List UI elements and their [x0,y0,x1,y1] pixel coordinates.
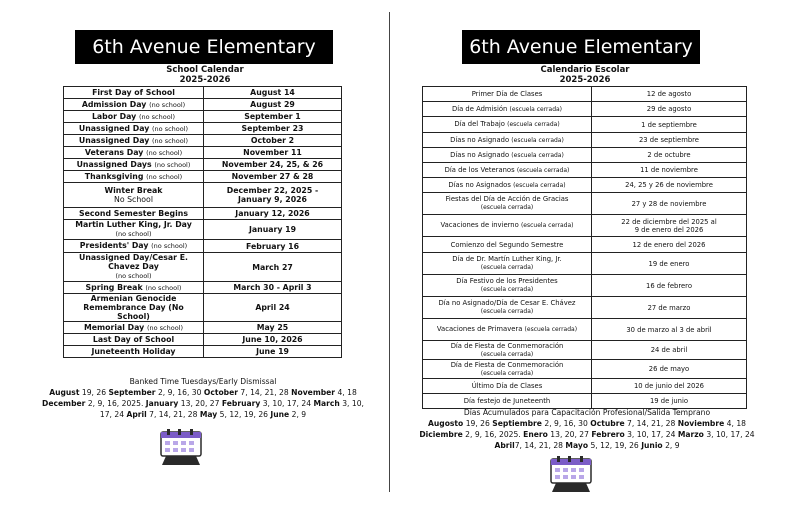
event-note: (no school) [146,148,183,157]
banked-time-english [38,376,368,420]
event-name: Día de Admisión [451,104,508,113]
event-cell [423,297,592,319]
event-cell [423,102,592,117]
event-name: Día no Asignado/Día de Cesar E. Chávez [438,299,576,307]
date-cell [592,148,747,163]
event-cell [423,379,592,394]
event-cell [64,183,204,208]
calendar-row [64,346,342,358]
calendar-row [64,135,342,147]
event-name: Día de Dr. Martín Luther King, Jr. [452,255,562,263]
event-date: October 2 [250,136,295,145]
event-note: (escuela cerrada) [480,369,534,377]
calendar-row [64,253,342,282]
event-cell [423,178,592,193]
date-cell [204,334,342,346]
event-cell [64,99,204,111]
event-date: 27 de marzo [647,303,691,312]
event-date: June 19 [256,347,289,356]
calendar-title-english: School Calendar [166,65,244,75]
event-note: (escuela cerrada) [511,136,564,144]
event-cell [64,135,204,147]
event-note: (escuela cerrada) [524,326,578,333]
event-date: 1 de septiembre [641,120,697,129]
event-date: 26 de mayo [648,365,690,373]
event-name: Second Semester Begins [79,209,188,218]
event-date: June 10, 2026 [242,335,303,344]
calendar-icon [158,428,204,466]
event-cell [423,133,592,148]
calendar-row [423,193,747,215]
date-cell [592,215,747,237]
event-note: (escuela cerrada) [480,264,534,271]
calendar-row [423,163,747,178]
calendar-table-english [63,86,342,358]
banked-month: August [49,388,80,397]
event-name: Vacaciones de Primavera [436,325,523,333]
event-note: (no school) [115,230,152,238]
banked-days: 4, 18 [724,419,747,428]
banked-month: November [291,388,336,397]
event-note: (no school) [146,172,183,181]
calendar-row [64,208,342,220]
event-cell [423,237,592,253]
banked-month: January [145,399,179,408]
event-name: Fiestas del Día de Acción de Gracias [445,195,569,203]
event-date: April 24 [255,303,290,312]
event-date: March 27 [252,262,293,272]
event-cell [423,360,592,379]
banked-month: Diciembre [419,430,463,439]
calendar-row [423,275,747,297]
event-note: (no school) [151,242,188,250]
date-cell [592,297,747,319]
calendar-row [64,111,342,123]
date-cell [592,237,747,253]
event-date: May 25 [256,323,289,332]
calendar-row [423,297,747,319]
event-note: (escuela cerrada) [480,350,534,358]
banked-days: 7, 14, 21, 28 [624,419,678,428]
calendar-row [423,102,747,117]
calendar-row [423,253,747,275]
date-cell [204,240,342,253]
event-date: 12 de enero del 2026 [632,240,706,249]
date-cell [204,282,342,294]
banked-month: Mayo [565,441,589,450]
event-date: 29 de agosto [646,105,692,113]
calendar-row [64,240,342,253]
event-cell [423,148,592,163]
banked-month: Abril [494,441,515,450]
event-name: Armenian Genocide Remembrance Day (No School) [83,294,184,321]
banked-month: Junio [641,441,663,450]
calendar-row [64,147,342,159]
date-cell [204,87,342,99]
event-cell [64,334,204,346]
calendar-row [423,379,747,394]
date-cell [204,183,342,208]
event-date: 24 de abril [650,346,688,354]
banked-days: 5, 12, 19, 26 [588,441,642,450]
event-name: Último Día de Clases [471,382,543,390]
calendar-row [423,237,747,253]
event-name: Memorial Day [83,322,145,332]
event-name: Presidents' Day [79,241,149,250]
event-name: Labor Day [91,111,137,121]
calendar-row [423,341,747,360]
date-cell [204,99,342,111]
event-date: 2 de octubre [647,151,691,159]
calendar-row [64,123,342,135]
event-name: Veterans Day [84,147,144,157]
date-cell [204,220,342,240]
banked-month: December [42,399,86,408]
date-cell [592,163,747,178]
event-cell [423,215,592,237]
event-name: Día de Fiesta de Conmemoración [450,360,564,369]
date-cell [204,346,342,358]
calendar-heading-english [60,65,350,85]
date-cell [592,275,747,297]
event-date: December 22, 2025 - [226,186,319,195]
calendar-row [423,148,747,163]
event-date-continued: January 9, 2026 [238,195,307,204]
date-cell [592,379,747,394]
banked-days: 3, 10, 17, 24 [624,430,678,439]
event-note: (escuela cerrada) [513,181,566,189]
banked-days: 2, 9, 16, 2025. [85,399,146,408]
event-name: Día de los Veteranos [444,165,515,174]
date-cell [204,123,342,135]
calendar-row [64,159,342,171]
event-cell [423,193,592,215]
banked-dates-spanish [410,418,764,451]
event-date: 19 de enero [648,259,690,268]
event-note: (no school) [154,160,191,169]
banked-days: 7, 14, 21, 28 [146,410,200,419]
date-cell [204,253,342,282]
event-cell [64,208,204,220]
event-name: Winter Break [104,186,163,195]
calendar-row [423,117,747,133]
event-date: 11 de noviembre [640,166,698,174]
event-date: 23 de septiembre [638,136,699,144]
banked-days: 2, 9, 16, 2025. [462,430,524,439]
date-cell [592,178,747,193]
banked-month: Noviembre [677,419,725,428]
calendar-heading-spanish [420,65,750,85]
event-note: (escuela cerrada) [480,308,534,315]
event-date: January 12, 2026 [235,209,310,218]
calendar-row [64,322,342,334]
event-date: 12 de agosto [646,90,692,98]
calendar-row [423,133,747,148]
date-cell [204,171,342,183]
event-date: September 23 [241,124,304,133]
event-name: Día de Fiesta de Conmemoración [450,341,564,350]
event-note: (escuela cerrada) [509,105,563,113]
event-note: (escuela cerrada) [507,121,560,128]
event-name: Admission Day [81,99,147,109]
date-cell [204,135,342,147]
banked-days: 13, 20, 27 [547,430,592,439]
banked-month: Marzo [677,430,704,439]
banked-month: March [313,399,340,408]
event-date: February 16 [245,241,300,251]
banked-month: October [203,388,238,397]
calendar-title-spanish: Calendario Escolar [540,65,630,75]
banked-days: 19, 26 [463,419,493,428]
event-note: (no school) [146,323,184,332]
event-note: (escuela cerrada) [480,204,534,211]
event-cell [64,123,204,135]
event-date: 30 de marzo al 3 de abril [626,325,712,334]
banked-month: September [108,388,156,397]
event-date: 27 y 28 de noviembre [631,199,707,208]
date-cell [204,294,342,322]
event-cell [423,117,592,133]
event-note: (escuela cerrada) [520,222,574,229]
banked-month: Febrero [591,430,625,439]
date-cell [204,147,342,159]
event-name: Vacaciones de invierno [440,221,519,229]
banked-month: June [270,410,290,419]
event-note: (escuela cerrada) [480,286,534,293]
date-cell [204,322,342,334]
banked-days: 19, 26 [79,388,109,397]
event-name: Días no Asignado [450,135,510,144]
event-name: Last Day of School [92,335,175,344]
event-cell [64,147,204,159]
event-cell [423,275,592,297]
event-date: August 14 [250,88,295,97]
banked-days: 2, 9, 16, 30 [155,388,204,397]
banked-dates-english [38,387,368,420]
event-name: Unassigned Days [76,159,152,169]
event-cell [64,294,204,322]
banked-days: 2, 9 [662,441,680,450]
banked-title-english: Banked Time Tuesdays/Early Dismissal [129,377,277,386]
calendar-row [64,282,342,294]
event-note: (escuela cerrada) [516,166,570,174]
banked-days: 2, 9, 16, 30 [541,419,591,428]
event-date-continued: 9 de enero del 2026 [634,225,704,234]
event-name: Comienzo del Segundo Semestre [450,240,564,249]
event-cell [423,163,592,178]
event-date: September 1 [244,112,301,121]
event-name: Unassigned Day [78,123,150,133]
banked-time-spanish [410,407,764,451]
date-cell [592,360,747,379]
date-cell [592,117,747,133]
date-cell [592,319,747,341]
date-cell [592,87,747,102]
event-note: (no school) [138,112,176,121]
calendar-row [64,171,342,183]
calendar-row [64,183,342,208]
event-cell [64,346,204,358]
event-date: 19 de junio [649,397,689,405]
banked-days: 7, 14, 21, 28 [238,388,292,397]
calendar-row [64,99,342,111]
calendar-row [64,334,342,346]
date-cell [204,159,342,171]
banked-month: May [199,410,218,419]
event-note: (no school) [152,124,189,133]
banked-days: 13, 20, 27 [178,399,222,408]
event-cell [64,111,204,123]
event-name: First Day of School [92,88,175,97]
calendar-row [64,87,342,99]
banked-days: 3, 10, 17, 24 [99,399,364,419]
event-name: Thanksgiving [84,171,144,181]
banked-month: Enero [523,430,548,439]
calendar-row [423,178,747,193]
event-date: November 24, 25, & 26 [221,160,324,169]
banked-days: 4, 18 [335,388,357,397]
event-date: November 11 [243,148,302,157]
event-date: August 29 [250,100,295,109]
date-cell [592,253,747,275]
banked-month: Augosto [427,419,464,428]
calendar-year-english: 2025-2026 [179,75,231,85]
date-cell [204,208,342,220]
event-date: January 19 [248,225,297,234]
event-cell [423,87,592,102]
calendar-row [423,319,747,341]
event-date: 24, 25 y 26 de noviembre [625,181,713,189]
banked-days: 3, 10, 17, 24 [260,399,314,408]
event-date: 16 de febrero [646,281,692,290]
event-subline: No School [114,195,153,204]
event-date: November 27 & 28 [231,172,314,181]
event-note: (no school) [145,283,182,292]
banked-days: 7, 14, 21, 28 [514,441,566,450]
banked-days: 5, 12, 19, 26 [217,410,271,419]
event-name: Unassigned Day/Cesar E. Chavez Day [79,253,188,271]
date-cell [592,341,747,360]
event-name: Días no Asignado [450,150,510,159]
calendar-row [64,294,342,322]
event-cell [64,282,204,294]
calendar-table-spanish [422,86,747,409]
event-cell [64,159,204,171]
event-name: Día Festivo de los Presidentes [456,277,558,285]
event-name: Martin Luther King, Jr. Day [75,220,192,229]
event-date: March 30 - April 3 [233,283,312,292]
event-note: (no school) [152,136,189,145]
event-name: Día festejo de Juneteenth [463,397,551,405]
event-cell [423,319,592,341]
event-date: 22 de diciembre del 2025 al [621,217,717,226]
calendar-row [64,220,342,240]
calendar-year-spanish: 2025-2026 [559,75,611,85]
event-cell [423,253,592,275]
event-name: Unassigned Day [78,135,150,145]
event-name: Spring Break [85,282,143,292]
event-cell [64,253,204,282]
event-cell [64,171,204,183]
date-cell [592,193,747,215]
event-note: (no school) [149,100,186,109]
calendar-row [423,87,747,102]
event-note: (no school) [115,272,152,280]
event-cell [64,87,204,99]
banked-month: Septiembre [492,419,542,428]
event-cell [64,240,204,253]
banked-days: 2, 9 [289,410,307,419]
page-divider [389,12,390,492]
date-cell [204,111,342,123]
event-cell [64,220,204,240]
event-name: Juneteenth Holiday [91,347,176,356]
calendar-icon [548,455,594,493]
school-name-banner-spanish: 6th Avenue Elementary [462,30,700,64]
banked-month: February [221,399,261,408]
event-cell [423,341,592,360]
calendar-row [423,360,747,379]
banked-month: Octubre [590,419,625,428]
calendar-row [423,215,747,237]
event-name: Primer Día de Clases [471,90,543,98]
event-cell [64,322,204,334]
banked-title-spanish: Días Acumulados para Capacitación Profesional/Salida Temprano [463,408,711,417]
banked-days: 3, 10, 17, 24 [703,430,755,439]
banked-month: April [126,410,147,419]
date-cell [592,102,747,117]
date-cell [592,133,747,148]
event-name: Día del Trabajo [454,120,505,128]
event-note: (escuela cerrada) [511,151,564,159]
event-date: 10 de junio del 2026 [633,382,705,390]
school-name-banner-english: 6th Avenue Elementary [75,30,333,64]
event-name: Días no Asignados [448,180,511,189]
